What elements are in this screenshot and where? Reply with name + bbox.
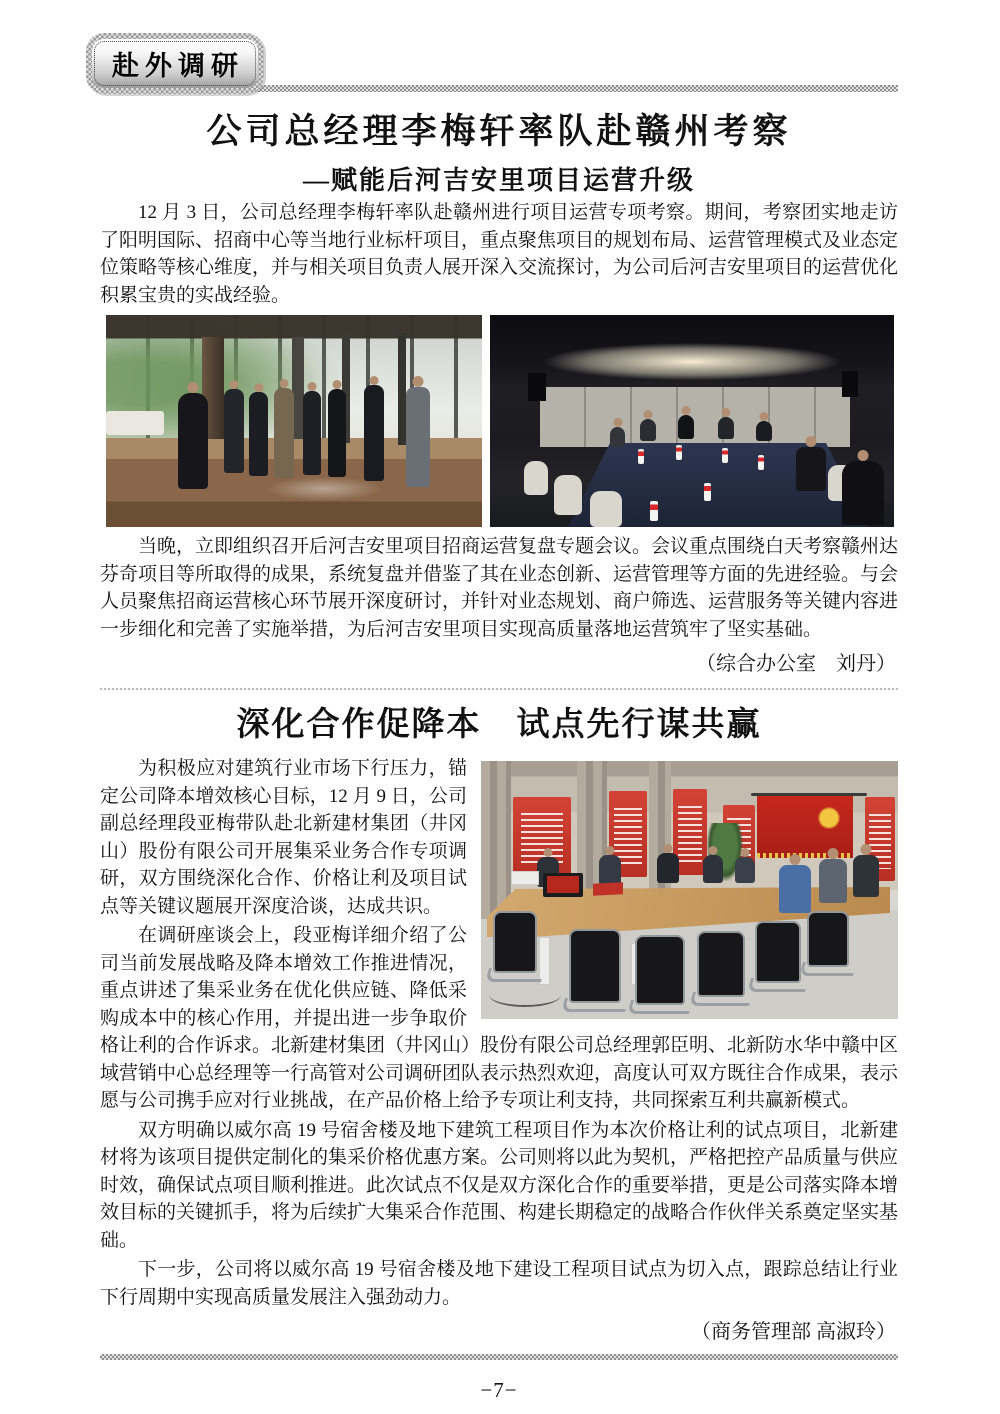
page-body — [100, 0, 898, 1403]
person-figure — [703, 855, 723, 883]
party-flag-banner — [757, 796, 853, 858]
article-2-paragraph: 下一步，公司将以威尔高 19 号宿舍楼及地下建设工程项目试点为切入点，跟踪总结让行业下行周期中实现高质量发展注入强劲动力。 — [100, 1259, 898, 1308]
article-1 — [100, 104, 898, 676]
floor-cable — [489, 983, 561, 1007]
water-bottle — [704, 483, 711, 501]
water-bottle — [650, 501, 658, 521]
white-chair — [590, 491, 622, 527]
meeting-room-wall — [540, 387, 850, 447]
article-2-body — [100, 755, 898, 1344]
article-1-paragraph: 12 月 3 日，公司总经理李梅轩率队赴赣州进行项目运营专项考察。期间，考察团实地走访了阳明国际、招商中心等当地行业标杆项目，重点聚焦项目的规划布局、运营管理模式及业态定位策略等核心维度，并与相关项目负责人展开深入交流探讨，为公司后河吉安里项目的运营优化积累宝贵的实战经验。 — [100, 202, 899, 306]
person-figure — [842, 461, 884, 525]
curtain — [481, 761, 511, 919]
black-chair — [755, 921, 801, 983]
projector-box — [511, 871, 539, 885]
black-chair — [697, 931, 745, 997]
article-2 — [100, 698, 898, 1344]
person-figure — [610, 427, 625, 447]
person-figure — [779, 865, 811, 913]
evening-review-meeting-photo — [490, 315, 894, 527]
black-chair — [807, 911, 849, 967]
person-figure — [853, 855, 879, 897]
article-1-photos — [106, 315, 898, 527]
article-2-byline: （商务管理部 高淑玲） — [691, 1321, 896, 1343]
red-table-sign — [593, 882, 623, 896]
person-figure — [249, 392, 268, 476]
person-figure — [224, 389, 244, 473]
reception-desk — [106, 411, 164, 435]
article-2-title: 深化合作促降本 试点先行谋共赢 — [236, 707, 762, 743]
person-figure — [364, 385, 384, 481]
article-1-paragraph: 当晚，立即组织召开后河吉安里项目招商运营复盘专题会议。会议重点围绕白天考察赣州达芬奇项目等所取得的成果，系统复盘并借鉴了其在业态创新、运营管理等方面的先进经验。与会人员聚焦招商运营核心环节展开深度研讨，并针对业态规划、商户筛选、运营服务等关键内容进一步细化和完善了实施举措，为后河吉安里项目实现高质量落地运营筑牢了坚实基础。 — [100, 536, 899, 640]
person-figure — [640, 419, 656, 441]
black-chair — [569, 929, 621, 1003]
white-chair — [524, 461, 548, 495]
article-2-paragraph: 在调研座谈会上，段亚梅详细介绍了公司当前发展战略及降本增效工作推进情况，重点讲述了集采业务在优化供应链、降低采购成本中的核心作用，并提出进一步争取价格让利的合作诉求。北新建材集团（井冈山）股份有限公司总经理郭臣明、北新防水华中赣中区域营销中心总经理等一行高管对公司调研团队表示热烈欢迎，高度认可双方既往合作成果，表示愿与公司携手应对行业挑战，在产品价格上给予专项让利支持，共同探索互利共赢新模式。 — [100, 925, 899, 1111]
wall-speaker — [528, 373, 546, 401]
person-figure — [178, 393, 208, 489]
person-figure — [657, 853, 679, 883]
person-figure — [328, 389, 346, 477]
water-bottle — [758, 455, 764, 470]
black-chair — [493, 911, 537, 973]
person-figure — [274, 388, 294, 478]
laptop — [543, 873, 583, 897]
article-divider — [100, 688, 898, 690]
lobby-door-frame — [398, 333, 406, 445]
article-1-subtitle: —赋能后河吉安里项目运营升级 — [302, 166, 695, 195]
person-figure — [819, 859, 847, 903]
person-figure — [599, 855, 621, 885]
person-figure — [718, 417, 734, 439]
water-bottle — [676, 445, 682, 460]
person-figure — [406, 387, 430, 487]
footer-rule — [100, 1354, 898, 1360]
article-1-byline: （综合办公室 刘丹） — [696, 653, 896, 675]
section-badge-label: 赴外调研 — [112, 51, 244, 81]
person-figure — [796, 447, 826, 491]
page-number: −7− — [480, 1378, 518, 1402]
joint-procurement-meeting-photo — [481, 761, 898, 1019]
white-chair — [554, 475, 582, 515]
black-chair — [635, 935, 685, 1005]
article-2-paragraph: 双方明确以威尔高 19 号宿舍楼及地下建筑工程项目作为本次价格让利的试点项目，北新建材将为该项目提供定制化的集采价格优惠方案。公司则将以此为契机，严格把控产品质量与供应时效，确保试点项目顺利推进。此次试点不仅是双方深化合作的重要举措，更是公司落实降本增效目标的关键抓手，将为后续扩大集采合作范围、构建长期稳定的战略合作伙伴关系奠定坚实基础。 — [100, 1119, 899, 1251]
person-figure — [735, 857, 755, 883]
water-bottle — [638, 449, 644, 464]
site-visit-lobby-photo — [106, 315, 482, 527]
person-figure — [303, 391, 321, 475]
article-1-title: 公司总经理李梅轩率队赴赣州考察 — [206, 112, 792, 151]
article-2-paragraph: 为积极应对建筑行业市场下行压力，锚定公司降本增效核心目标，12 月 9 日，公司副总经理段亚梅带队赴北新建材集团（井冈山）股份有限公司开展集采业务合作专项调研，双方围绕深化合作、价格让利及项目试点等关键议题展开深度洽谈，达成共识。 — [100, 758, 467, 917]
water-bottle — [722, 448, 728, 463]
person-figure — [678, 415, 694, 439]
person-figure — [756, 421, 772, 441]
wall-speaker — [842, 371, 858, 397]
